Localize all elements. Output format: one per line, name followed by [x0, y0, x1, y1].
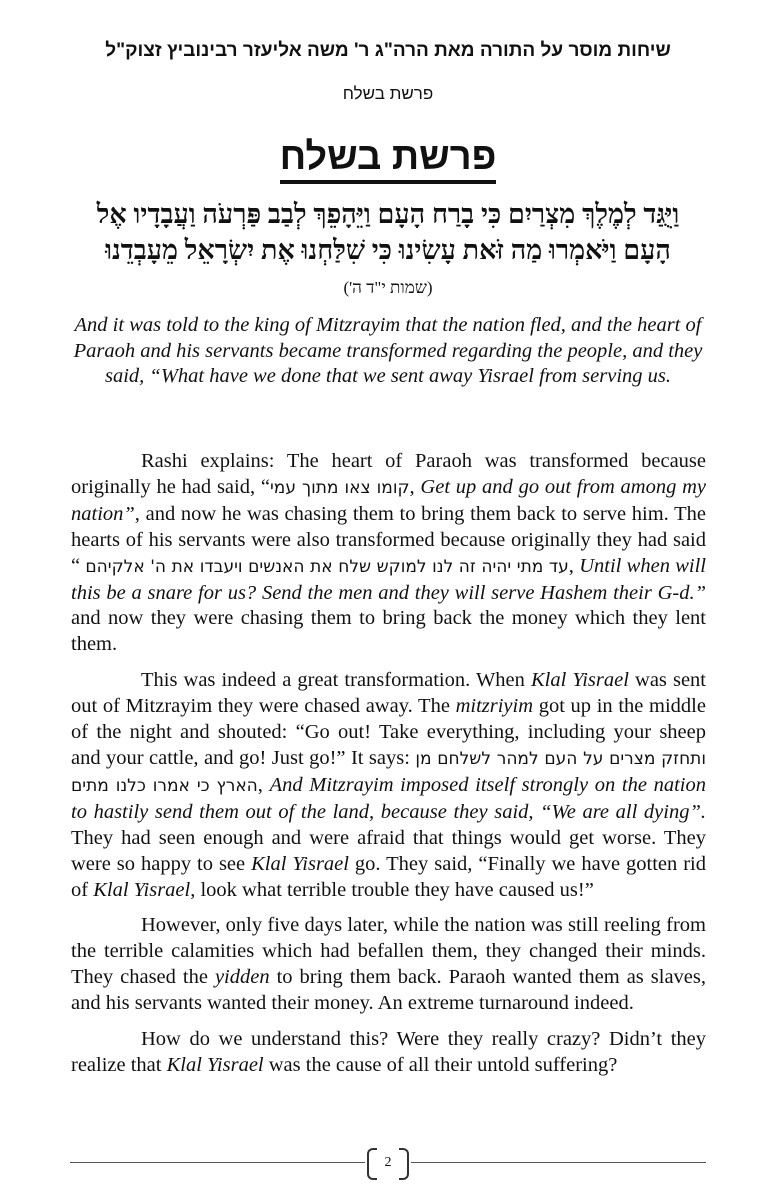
- text-run: However, only five days later, while the nation was still reeling from the terrible calamities which had befallen them, they changed their minds. They chased the: [71, 914, 706, 989]
- text-run: ,: [568, 554, 580, 577]
- italic-text: Klal Yisrael: [251, 852, 349, 875]
- text-run: Rashi explains: The heart of Paraoh was transformed because originally he had said, “: [71, 450, 706, 498]
- paragraph: [71, 668, 706, 903]
- pasuk-source: (שמות י"ד ה'): [343, 278, 433, 297]
- text-run: was sent out of Mitzrayim they were chased away. The: [71, 669, 706, 718]
- italic-text: Klal Yisrael: [530, 669, 629, 692]
- hebrew-quote: קומו צאו מתוך עמי: [269, 477, 410, 498]
- text-run: , and now he was chasing them to bring them back to serve him. The hearts of his servants were also transformed because originally they had said “: [71, 502, 706, 577]
- pasuk-translation: And it was told to the king of Mitzrayim that the nation fled, and the heart of Paraoh and his servants became transformed regarding the people, and they said, “What have we done that we sent away Yisrael from serving us.: [73, 314, 703, 387]
- text-run: , look what terrible trouble they have caused us!”: [190, 878, 594, 901]
- text-run: ,: [257, 773, 270, 796]
- text-run: was the cause of all their untold suffering?: [263, 1053, 618, 1076]
- paragraph: [71, 449, 706, 658]
- italic-text: Klal Yisrael: [166, 1053, 264, 1076]
- hebrew-quote: עד מתי יהיה זה לנו למוקש שלח את האנשים ויעבדו את ה' אלקיהם: [85, 556, 569, 577]
- parsha-subheader: פרשת בשלח: [342, 84, 434, 103]
- italic-text: And Mitzrayim imposed itself strongly on the nation to hastily send them out of the land, because they said, “We are all dying”.: [71, 773, 706, 823]
- paragraph: [71, 913, 706, 1017]
- text-run: How do we understand this? Were they really crazy? Didn’t they realize that: [71, 1028, 706, 1076]
- text-run: This was indeed a great transformation. When: [141, 669, 531, 692]
- pasuk-quote: [0, 196, 776, 268]
- page-number: 2: [365, 1148, 411, 1178]
- page-title-text: פרשת בשלח: [280, 136, 497, 184]
- text-run: ,: [409, 475, 421, 498]
- italic-text: yidden: [214, 966, 270, 989]
- italic-text: Get up and go out from among my nation”: [71, 475, 706, 525]
- text-run: go. They said, “Finally we have gotten rid of: [71, 852, 707, 901]
- running-header: שיחות מוסר על התורה מאת הרה"ג ר' משה אליעזר רבינוביץ זצוק"ל: [105, 40, 671, 61]
- pasuk-line-1: וַיֻּגַּד לְמֶלֶךְ מִצְרַיִם כִּי בָרַח הָעָם וַיֵּהָפֵךְ לְבַב פַּרְעֹה וַעֲבָדָיו אֶל: [96, 199, 680, 229]
- italic-text: mitzriyim: [455, 695, 534, 718]
- text-run: and now they were chasing them to bring back the money which they lent them.: [71, 607, 706, 656]
- paragraph: [71, 1027, 706, 1079]
- text-run: They had seen enough and were afraid that things would get worse. They were so happy to see: [71, 826, 706, 875]
- body-text: [71, 449, 706, 1089]
- hebrew-quote: ותחזק מצרים על העם למהר לשלחם מן הארץ כי אמרו כלנו מתים: [71, 748, 706, 796]
- italic-text: Until when will this be a snare for us? Send the men and they will serve Hashem their G-d.”: [71, 554, 707, 604]
- text-run: got up in the middle of the night and shouted: “Go out! Take everything, including your sheep and your cattle, and go! Just go!” It says:: [71, 695, 706, 769]
- pasuk-line-2: הָעָם וַיֹּאמְרוּ מַה זֹּאת עָשִׂינוּ כִּי שִׁלַּחְנוּ אֶת יִשְׂרָאֵל מֵעָבְדֵנוּ: [105, 235, 671, 265]
- page-title: [0, 136, 776, 179]
- italic-text: Klal Yisrael: [93, 878, 191, 901]
- text-run: to bring them back. Paraoh wanted them as slaves, and his servants wanted their money. An extreme turnaround indeed.: [71, 966, 706, 1015]
